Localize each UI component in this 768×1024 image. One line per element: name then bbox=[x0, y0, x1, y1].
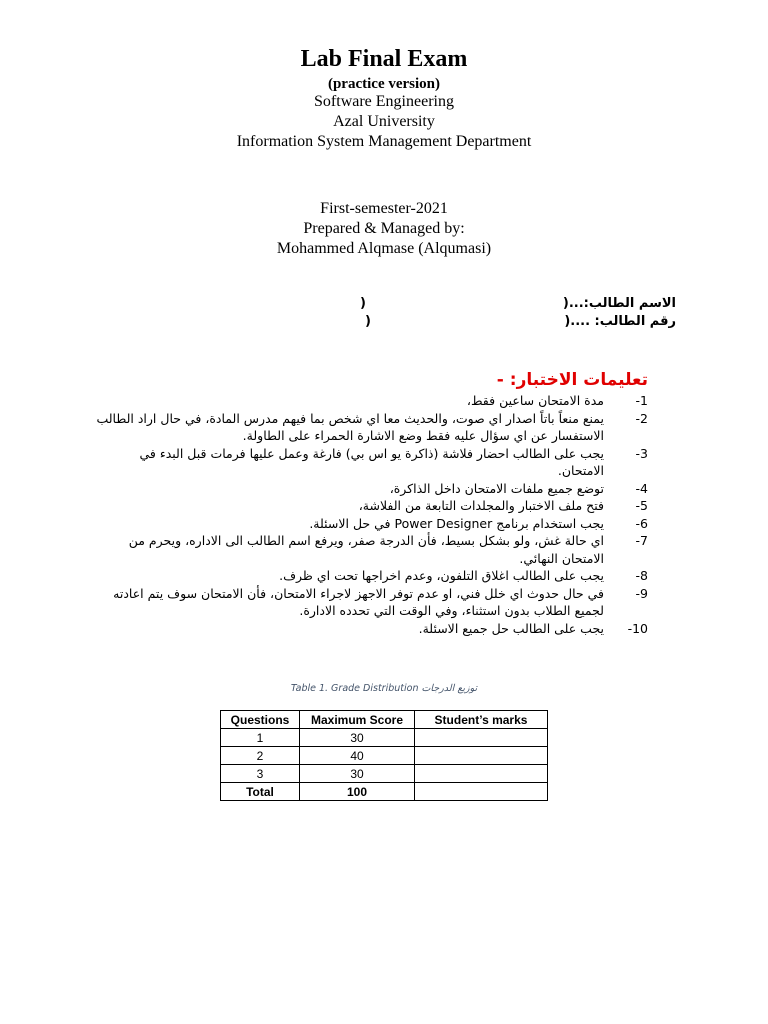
student-mark-cell bbox=[415, 747, 548, 765]
instruction-text: فتح ملف الاختبار والمجلدات التابعة من الفلاشة، bbox=[358, 498, 604, 513]
instruction-text: يجب على الطالب اغلاق التلفون، وعدم اخراجها تحت اي ظرف. bbox=[279, 568, 604, 583]
max-score-cell: 30 bbox=[300, 729, 415, 747]
instruction-number: -5 bbox=[635, 498, 648, 513]
column-header-students-marks: Student’s marks bbox=[415, 711, 548, 729]
semester: First-semester-2021 bbox=[320, 200, 448, 217]
grade-distribution-table bbox=[220, 710, 548, 801]
student-mark-cell bbox=[415, 765, 548, 783]
instruction-item bbox=[96, 567, 648, 585]
total-student-mark-cell bbox=[415, 783, 548, 801]
instruction-text: يجب على الطالب احضار فلاشة (ذاكرة يو اس بي) فارغة وعمل عليها فرمات قبل البدء في الامتحان. bbox=[139, 445, 604, 478]
instruction-item bbox=[96, 585, 648, 620]
student-name-label: الاسم الطالب:...( bbox=[562, 296, 676, 311]
instructions-list bbox=[96, 392, 648, 637]
author-name: Mohammed Alqmase (Alqumasi) bbox=[276, 240, 492, 257]
table-caption: Table 1. Grade Distribution توزيع الدرجات bbox=[290, 683, 478, 694]
instruction-text: في حال حدوث اي خلل فني، او عدم توفر الاجهز لاجراء الامتحان، فأن الامتحان سوف يتم اعادته لجميع الطلاب بدون استثناء، وفي الوقت التي تحدده الادارة. bbox=[113, 585, 604, 618]
instruction-item bbox=[96, 515, 648, 533]
department-name: Information System Management Department bbox=[236, 133, 532, 150]
course-name: Software Engineering bbox=[314, 93, 454, 110]
instruction-number: -7 bbox=[635, 533, 648, 548]
instruction-item bbox=[96, 445, 648, 480]
student-number-close-paren: ) bbox=[365, 314, 371, 329]
instruction-number: -8 bbox=[635, 568, 648, 583]
table-total-row bbox=[221, 783, 548, 801]
table-header-row bbox=[221, 711, 548, 729]
instruction-item bbox=[96, 392, 648, 410]
instruction-text: اي حالة غش، ولو بشكل بسيط، فأن الدرجة صفر، ويرفع اسم الطالب الى الاداره، ويحرم من الامتحان النهائي. bbox=[128, 533, 604, 566]
university-name: Azal University bbox=[333, 113, 435, 130]
column-header-maximum-score: Maximum Score bbox=[300, 711, 415, 729]
table-row bbox=[221, 729, 548, 747]
student-mark-cell bbox=[415, 729, 548, 747]
question-cell: 2 bbox=[221, 747, 300, 765]
student-number-label: رقم الطالب: ....( bbox=[564, 314, 676, 329]
exam-subtitle: (practice version) bbox=[327, 76, 441, 92]
exam-title: Lab Final Exam bbox=[300, 46, 468, 72]
instruction-item bbox=[96, 532, 648, 567]
instruction-number: -9 bbox=[635, 585, 648, 601]
instruction-number: -1 bbox=[635, 393, 648, 408]
instruction-text: يجب على الطالب حل جميع الاسئلة. bbox=[418, 620, 604, 636]
max-score-cell: 30 bbox=[300, 765, 415, 783]
instruction-text: مدة الامتحان ساعين فقط، bbox=[466, 393, 604, 408]
prepared-by-label: Prepared & Managed by: bbox=[303, 220, 465, 237]
instruction-number: -10 bbox=[627, 620, 648, 636]
student-name-close-paren: ) bbox=[360, 296, 366, 311]
instruction-number: -6 bbox=[635, 515, 648, 531]
instruction-text: توضع جميع ملفات الامتحان داخل الذاكرة، bbox=[389, 480, 604, 496]
instruction-item bbox=[96, 497, 648, 515]
instruction-item bbox=[96, 620, 648, 638]
column-header-questions: Questions bbox=[221, 711, 300, 729]
instructions-heading: تعليمات الاختبار: - bbox=[496, 370, 648, 390]
instruction-number: -3 bbox=[635, 445, 648, 461]
question-cell: 3 bbox=[221, 765, 300, 783]
total-label-cell: Total bbox=[221, 783, 300, 801]
instruction-number: -4 bbox=[635, 480, 648, 496]
table-row bbox=[221, 765, 548, 783]
instruction-text: يجب استخدام برنامج Power Designer في حل الاسئلة. bbox=[309, 515, 604, 531]
table-row bbox=[221, 747, 548, 765]
instruction-number: -2 bbox=[635, 410, 648, 426]
instruction-text: يمنع منعاً باتاً اصدار اي صوت، والحديث معا اي شخص بما فيهم مدرس المادة، في حال اراد الطالب الاستفسار عن اي سؤال عليه فقط وضع الاشارة الحمراء على الطاولة. bbox=[96, 410, 604, 443]
question-cell: 1 bbox=[221, 729, 300, 747]
instruction-item bbox=[96, 480, 648, 498]
max-score-cell: 40 bbox=[300, 747, 415, 765]
instruction-item bbox=[96, 410, 648, 445]
total-score-cell: 100 bbox=[300, 783, 415, 801]
